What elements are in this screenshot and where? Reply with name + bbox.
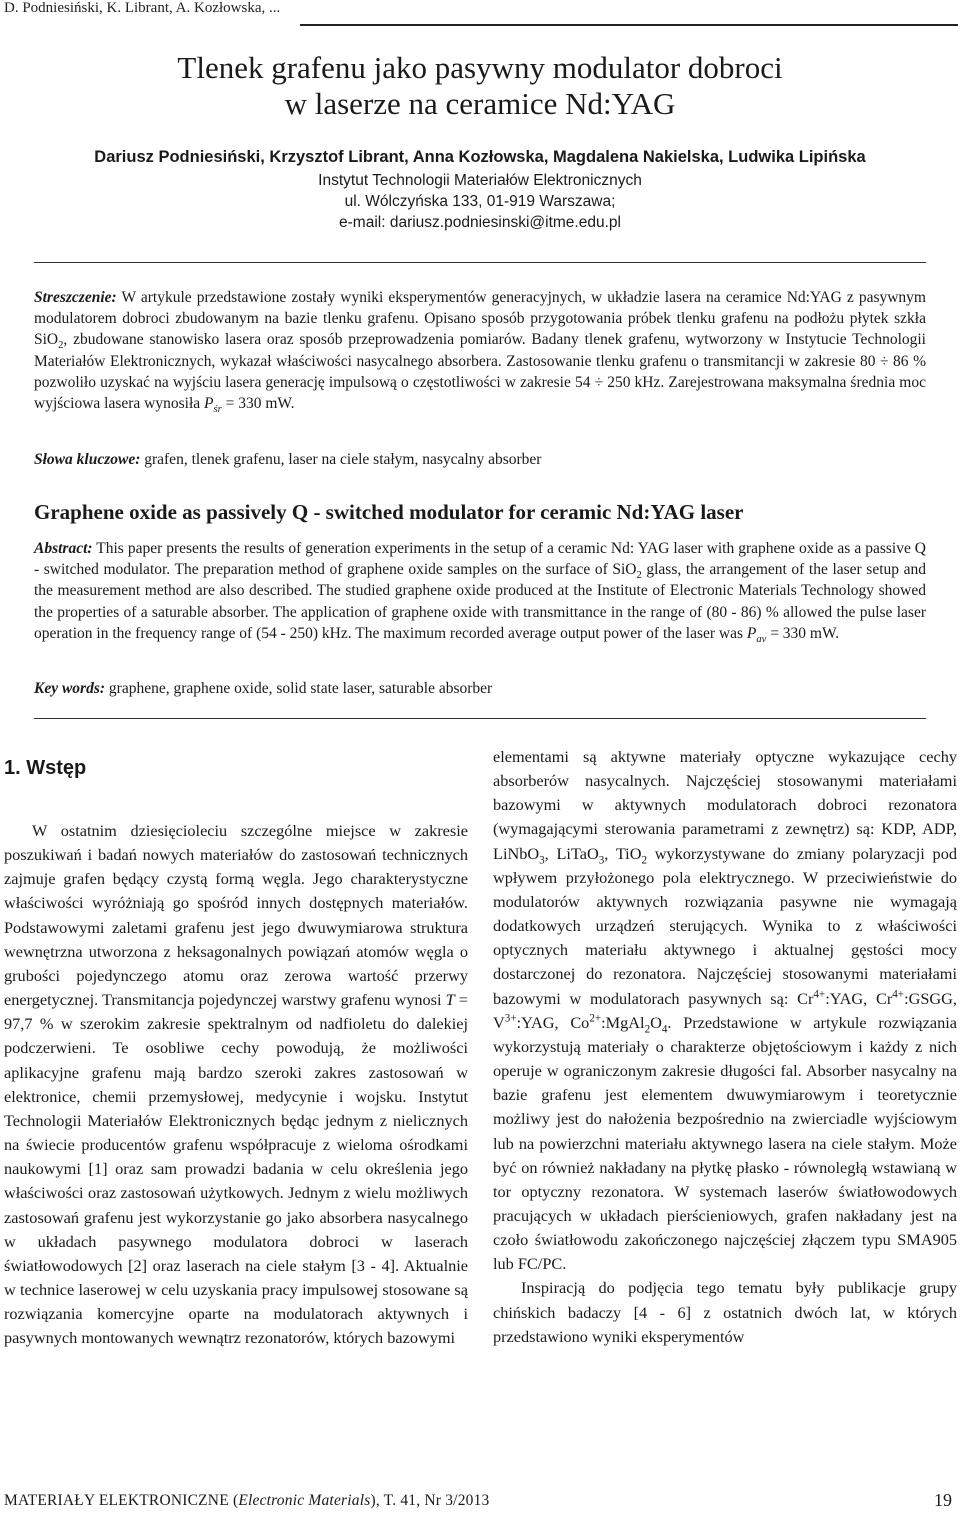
abstract-text: This paper presents the results of generation experiments in the setup of a ceramic Nd: YAG laser with graphene oxide as a passive Q - switched modulator. The preparation method of graphene oxide samples on the surface of SiO [34, 540, 926, 579]
footer-journal-volume: ), T. 41, Nr 3/2013 [370, 1492, 490, 1509]
right-column [493, 745, 957, 1349]
right-text-a: elementami są aktywne materiały optyczne wykazujące cechy absorberów nasycalnych. Najczęściej stosowanymi materiałami bazowymi w aktywnych modulatorach dobroci rezonatora (wymagającymi sterowania parametrami z zewnętrz) są: KDP, ADP, LiNbO [493, 747, 957, 863]
right-sub-d: 2 [644, 1022, 651, 1035]
abstract-text-3: = 330 mW. [766, 624, 840, 642]
streszczenie-text-3: = 330 mW. [221, 395, 295, 413]
right-text-j: . Przedstawione w artykule rozwiązania wykorzystują materiały o charakterze objętościowym i każdy z nich operuje w ograniczonym zakresie długości fal. Absorber nasycalny na bazie grafenu jest elementem dwuwymiarowym i teoretycznie możliwy jest do nałożenia bezpośrednio na zwierciadle wyjściowym lub na powierzchni materiału aktywnego lasera na ciele stałym. Może być on również nakładany na płytkę płasko - równoległą wstawianą w tor optyczny rezonatora. W systemach laserów światłowodowych pracujących w układach pierścieniowych, grafen nakładany jest na czoło światłowodu zakończonego najczęściej złączem typu SMA905 lub FC/PC. [493, 1012, 957, 1274]
right-sup-a: 4+ [813, 988, 826, 1001]
footer-journal [4, 1492, 490, 1510]
abstract-en [34, 538, 926, 644]
right-column-paragraph-2: Inspiracją do podjęcia tego tematu były publikacje grupy chińskich badaczy [4 - 6] z ostatnich dwóch lat, w których przedstawiono wyniki eksperymentów [493, 1278, 957, 1346]
title-pl-line1: Tlenek grafenu jako pasywny modulator dobroci [177, 50, 783, 85]
authors: Dariusz Podniesiński, Krzysztof Librant, Anna Kozłowska, Magdalena Nakielska, Ludwika Lipińska [94, 148, 866, 166]
right-sub-c: 2 [641, 853, 648, 866]
running-head: D. Podniesiński, K. Librant, A. Kozłowska, ... [4, 0, 281, 16]
right-text-g: :YAG, Co [516, 1012, 590, 1032]
section-heading: 1. Wstęp [4, 757, 87, 779]
right-text-f: :GSGG, V [493, 988, 957, 1032]
right-text-i: O [650, 1012, 662, 1032]
slowa-kluczowe-label: Słowa kluczowe: [34, 451, 141, 468]
abstract-bottom-rule [34, 718, 926, 719]
footer-journal-en: Electronic Materials [238, 1492, 371, 1509]
slowa-kluczowe-text: grafen, tlenek grafenu, laser na ciele stałym, nasycalny absorber [140, 451, 542, 468]
abstract-label: Abstract: [34, 540, 93, 557]
header-rule [300, 24, 958, 26]
streszczenie-text: W artykule przedstawione zostały wyniki eksperymentów generacyjnych, w układzie lasera na ceramice Nd:YAG z pasywnym modulatorem dobroci zbudowanym na bazie tlenku grafenu. Opisano sposób przygotowania próbek tlenku grafenu na podłożu płytek szkła SiO [34, 289, 926, 349]
abstract-text-2: glass, the arrangement of the laser setup and the measurement method are also described. The studied graphene oxide produced at the Institute of Electronic Materials Technology showed the properties of a saturable absorber. The application of graphene oxide with transmittance in the range of (80 - 86) % allowed the pulse laser operation in the frequency range of (54 - 250) kHz. The maximum recorded average output power of the laser was [34, 561, 926, 642]
streszczenie [34, 287, 926, 414]
right-column-paragraph-1 [493, 745, 957, 1276]
title-pl-line2: w laserze na ceramice Nd:YAG [284, 86, 676, 121]
power-subscript-en: av [756, 633, 767, 645]
affiliation: Instytut Technologii Materiałów Elektronicznych [318, 172, 642, 189]
footer-journal-name: MATERIAŁY ELEKTRONICZNE ( [4, 1492, 239, 1509]
power-symbol: P [204, 395, 214, 413]
abstract-sub: 2 [636, 570, 642, 582]
right-sup-d: 2+ [589, 1012, 602, 1025]
right-text-e: :YAG, Cr [825, 988, 893, 1008]
left-column-text-2: = 97,7 % w szerokim zakresie spektralnym od nadfioletu do dalekiej podczerwieni. Te osobliwe cechy powodują, że możliwości aplikacyjne grafenu mają bardzo szeroki zakres zastosowań w elektronice, chemii przemysłowej, medycynie i wojsku. Instytut Technologii Materiałów Elektronicznych będąc jednym z nielicznych na świecie producentów grafenu współpracuje z wieloma ośrodkami naukowymi [1] oraz sam prowadzi badania w celu określenia jego właściwości oraz zastosowań użytkowych. Jednym z wielu możliwych zastosowań grafenu jest wykorzystanie go jako absorbera nasycalnego w układach pasywnego modulatora dobroci w laserach światłowodowych [2] oraz laserach na ciele stałym [3 - 4]. Aktualnie w technice laserowej w celu uzyskania pracy impulsowej stosowane są rozwiązania komercyjne oparte na modulatorach aktywnych i pasywnych montowanych wewnątrz rezonatorów, których bazowymi [4, 990, 468, 1348]
power-symbol-en: P [746, 624, 757, 642]
right-sup-c: 3+ [504, 1012, 517, 1025]
title-en: Graphene oxide as passively Q - switched modulator for ceramic Nd:YAG laser [34, 500, 744, 524]
left-column [4, 819, 468, 1350]
right-text-d: wykorzystywane do zmiany polaryzacji pod wpływem przyłożonego pola elektrycznego. W przeciwieństwie do modulatorów aktywnych rozwiązania pasywne nie wymagają dodatkowych urządzeń sterujących. Wynika to z właściwości optycznych materiału aktywnego i aktualnej gęstości mocy dostarczonej do rezonatora. Najczęściej stosowanymi materiałami bazowymi w modulatorach pasywnych są: Cr [493, 843, 957, 1008]
left-column-text: W ostatnim dziesięcioleciu szczególne miejsce w zakresie poszukiwań i badań nowych materiałów do zastosowań technicznych zajmuje grafen będący czystą formą węgla. Jego charakterystyczne właściwości wyróżniają go spośród innych dostępnych materiałów. Podstawowymi zaletami grafenu jest jego dwuwymiarowa struktura wewnętrzna utworzona z heksagonalnych powiązań atomów węgla o grubości pojedynczego atomu oraz zerowa wartość przerwy energetycznej. Transmitancja pojedynczej warstwy grafenu wynosi [4, 821, 468, 1010]
key-words-text: graphene, graphene oxide, solid state laser, saturable absorber [105, 680, 493, 697]
right-sub-a: 3 [539, 853, 545, 866]
right-sup-b: 4+ [892, 988, 905, 1001]
power-subscript: śr [213, 404, 222, 416]
right-text-h: :MgAl [601, 1012, 645, 1032]
streszczenie-label: Streszczenie: [34, 289, 117, 306]
streszczenie-sub: 2 [58, 340, 64, 352]
right-sub-b: 3 [598, 853, 605, 866]
key-words [34, 680, 926, 698]
key-words-label: Key words: [34, 680, 106, 697]
email: e-mail: dariusz.podniesinski@itme.edu.pl [339, 214, 621, 231]
streszczenie-text-2: , zbudowane stanowisko lasera oraz sposób przeprowadzenia pomiarów. Badany tlenek grafenu, wytworzony w Instytucie Technologii Materiałów Elektronicznych, wykazał właściwości nasycalnego absorbera. Zastosowanie tlenku grafenu o transmitancji w zakresie 80 ÷ 86 % pozwoliło uzyskać na wyjściu lasera generację impulsową o częstotliwości w zakresie 54 ÷ 250 kHz. Zarejestrowana maksymalna średnia moc wyjściowa lasera wynosiła [34, 331, 926, 413]
address: ul. Wólczyńska 133, 01-919 Warszawa; [344, 193, 616, 210]
right-text-c: , TiO [604, 843, 642, 863]
right-sub-e: 4 [661, 1022, 668, 1035]
abstract-top-rule [34, 262, 926, 263]
right-text-b: , LiTaO [544, 843, 599, 863]
transmittance-symbol: T [445, 990, 455, 1010]
page-number: 19 [934, 1490, 952, 1510]
slowa-kluczowe [34, 451, 926, 469]
